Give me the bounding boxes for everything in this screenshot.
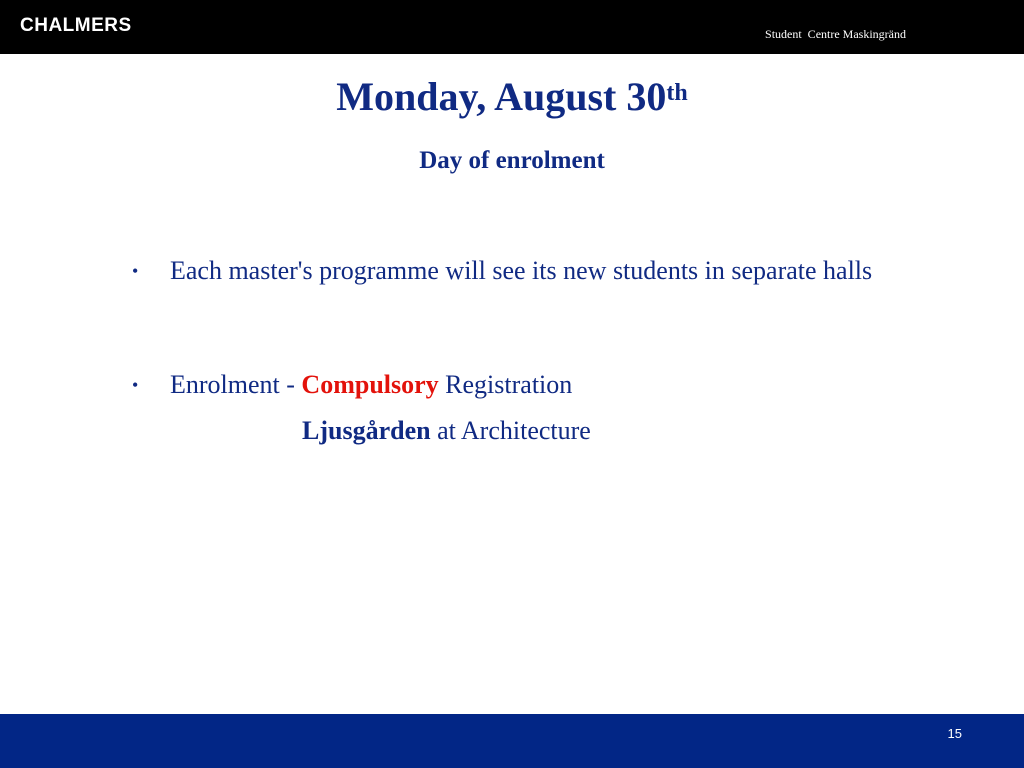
- slide-title: [0, 70, 1024, 124]
- bullet-item-enrolment: [128, 362, 948, 408]
- chalmers-logo: CHALMERS: [20, 15, 132, 36]
- page-number: 15: [947, 726, 962, 741]
- bullet-text: Each master's programme will see its new students in separate halls: [170, 256, 873, 285]
- header-location-text: Student Centre Maskingränd: [765, 27, 906, 41]
- compulsory-highlight: Compulsory: [301, 370, 439, 399]
- footer-bar: [0, 714, 1024, 768]
- registration-suffix: Registration: [438, 370, 573, 399]
- slide-subtitle: Day of enrolment: [419, 147, 605, 174]
- bullet-icon: •: [132, 261, 139, 281]
- enrolment-location: [128, 408, 948, 454]
- title-superscript: th: [666, 80, 688, 106]
- title-main-text: Monday, August 30: [336, 74, 667, 119]
- location-name: Ljusgården: [302, 416, 431, 445]
- bullet-icon: •: [132, 375, 139, 395]
- header-bar: [0, 0, 1024, 54]
- enrolment-prefix: Enrolment -: [170, 370, 302, 399]
- bullet-list: [128, 248, 948, 454]
- location-suffix: at Architecture: [430, 416, 591, 445]
- bullet-item-programme-halls: [128, 248, 948, 294]
